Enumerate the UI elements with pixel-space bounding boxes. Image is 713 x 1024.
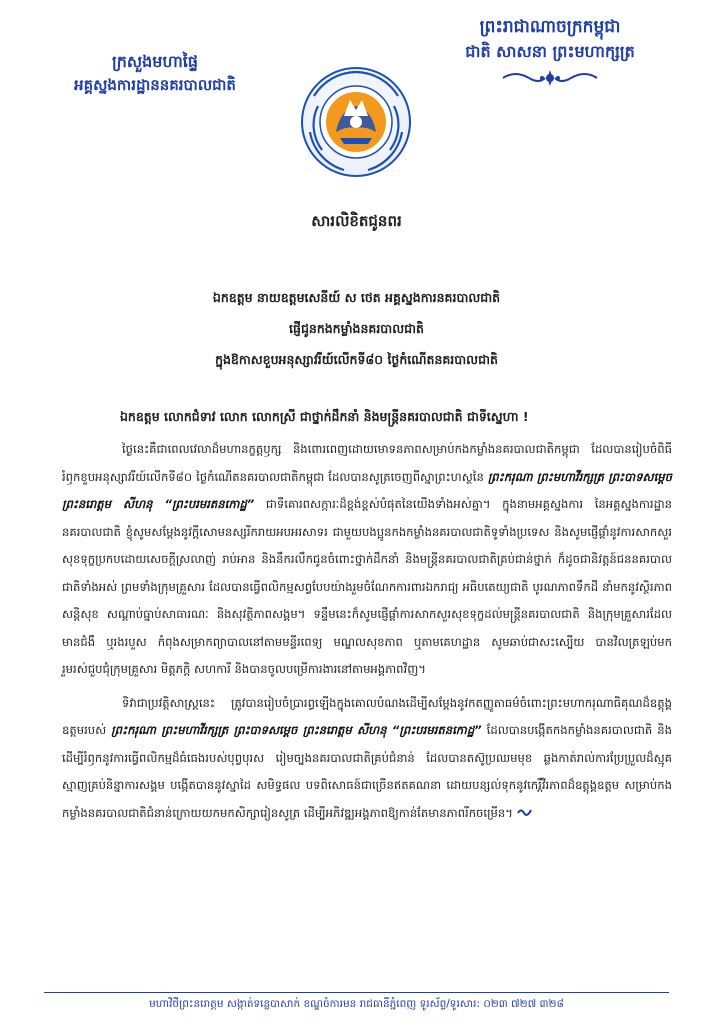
subtitle-line: ក្នុងឱកាសខួបអនុស្សាវរីយ៍លើកទី៨០ ថ្ងៃកំណើតនគរបាលជាតិ [215, 352, 498, 367]
royal-name-highlight: ព្រះករុណា ព្រះមហាវីរក្សត្រ ព្រះបាទសម្តេច ព្រះនរោត្តម សីហនុ “ព្រះបរមរតនកោដ្ឋ” [111, 723, 482, 737]
kingdom-header [425, 14, 675, 88]
ministry-header [40, 50, 270, 96]
footer-address: មហាវិថីព្រះនរោត្តម សង្កាត់ទន្លេបាសាក់ ខណ្ឌចំការមន រាជធានីភ្នំពេញ ទូរស័ព្ទ/ទូរសារ: ០២៣ ៧២៧ ៣២៨ [149, 998, 564, 1010]
subtitle-line: ឯកឧត្តម នាយឧត្តមសេនីយ៍ ស ថេត អគ្គស្នងការនគរបាលជាតិ [212, 290, 501, 305]
footer-divider [44, 992, 669, 993]
body-paragraph [62, 436, 672, 684]
department-name: អគ្គស្នងការដ្ឋាននគរបាលជាតិ [74, 76, 236, 94]
letter-body [62, 436, 672, 833]
ornament-icon [495, 68, 605, 88]
subtitle-block [40, 282, 673, 375]
paragraph-text: ទិវាជាប្រវត្តិសាស្ត្រនេះ ត្រូវបានរៀបចំប្រារព្ធឡើងក្នុងគោលបំណងដើម្បីសម្តែងនូវកតញ្ញូតាធម៌ចំពោះព្រះមហាករុណាធិគុណដ៏ឧត្តុង្គឧត្តមរបស់ [62, 695, 672, 737]
closing-mark-icon [517, 807, 533, 819]
ministry-name: ក្រសួងមហាផ្ទៃ [111, 52, 198, 71]
subtitle-line: ផ្ញើជូនកងកម្លាំងនគរបាលជាតិ [289, 321, 424, 336]
paragraph-text: ដែលបានបង្កើតកងកម្លាំងនគរបាលជាតិ និងដើម្បីរំឭកនូវការធ្វើពលិកម្មដ៏ធំធេងរបស់បុព្វបុរស រៀមច្បងនគរបាលជាតិគ្រប់ជំនាន់ ដែលបានតស៊ូប្រឈមមុខ ឆ្លងកាត់រាល់ការប្រែប្រួលដ៏ស្មុគស្មាញគ្រប់និន្នាការសង្គម បង្កើតបាននូវស្នាដៃ សមិទ្ធផល បទពិសោធន៍ជាច្រើនឥតគណនា ដោយបន្សល់ទុកនូវកេរ្តិ៍វីរភាពដ៏ឧត្តុង្គឧត្តម សម្រាប់កងកម្លាំងនគរបាលជាតិជំនាន់ក្រោយយកមកសិក្សារៀនសូត្រ ដើម្បីអភិវឌ្ឍអង្គភាពឱ្យកាន់តែមានភាពរីកចម្រើន។ [62, 723, 672, 820]
document-title: សារលិខិតជូនពរ [311, 212, 402, 230]
paragraph-text: ថ្ងៃនេះគឺជាពេលវេលាដ៏មហានក្ខត្តឫក្ស និងពោរពេញដោយមោទនភាពសម្រាប់កងកម្លាំងនគរបាលជាតិកម្ពុជា ដែលបានរៀបចំពិធីរំឭកខួបអនុស្សាវរីយ៍លើកទី៨០ ថ្ងៃកំណើតនគរបាលជាតិកម្ពុជា ដែលបានសូត្រចេញពីស្នាព្រះហស្ថនៃ [62, 442, 672, 484]
salutation: ឯកឧត្តម លោកជំទាវ លោក លោកស្រី ជាថ្នាក់ដឹកនាំ និងមន្ត្រីនគរបាលជាតិ ជាទីស្នេហា ! [120, 409, 529, 424]
police-emblem-icon [300, 66, 412, 178]
royal-name-highlight: ព្រះករុណា ព្រះមហាវីរក្សត្រ ព្រះបាទសម្តេចព្រះនរោត្តម សីហនុ “ព្រះបរមរតនកោដ្ឋ” [62, 469, 672, 511]
body-paragraph [62, 690, 672, 828]
national-motto: ជាតិ សាសនា ព្រះមហាក្សត្រ [465, 42, 635, 61]
kingdom-name: ព្រះរាជាណាចក្រកម្ពុជា [479, 17, 621, 37]
paragraph-text: ជាទីគោរពសក្ការៈដ៏ខ្ពង់ខ្ពស់បំផុតនៃយើងទាំងអស់គ្នា។ ក្នុងនាមអគ្គស្នងការ នៃអគ្គស្នងការដ្ឋាននគរបាលជាតិ ខ្ញុំសូមសម្តែងនូវក្តីសោមនស្សរីករាយអបអរសាទរ ជាមួយបងប្អូនកងកម្លាំងនគរបាលជាតិទូទាំងប្រទេស និងសូមផ្ញើផ្តាំនូវការសាកសួរសុខទុក្ខប្រកបដោយសេចក្តីស្រលាញ់ រាប់អាន និងនឹករលឹកជូនចំពោះថ្នាក់ដឹកនាំ និងមន្ត្រីនគរបាលជាតិគ្រប់ជាន់ថ្នាក់ ក៏ដូចជានិវត្តន៍ជននគរបាលជាតិទាំងអស់ ព្រមទាំងក្រុមគ្រួសារ ដែលបានធ្វើពលិកម្មសព្វបែបយ៉ាងរួមចំណែកការពារឯករាជ្យ អធិបតេយ្យជាតិ បូរណភាពទឹកដី នាំមកនូវស្ថិរភាពសន្តិសុខ សណ្តាប់ធ្នាប់សាធារណៈ និងសុវត្ថិភាពសង្គម។ ទន្ទឹមនេះក៏សូមផ្ញើផ្តាំការសាកសួរសុខទុក្ខដល់មន្ត្រីនគរបាលជាតិ និងក្រុមគ្រួសារដែលមានជំងឺ ឬរងរបួស កំពុងសម្រាកព្យាបាលនៅតាមមន្ទីរពេទ្យ មណ្ឌលសុខភាព ឬតាមគេហដ្ឋាន សូមឆាប់ជាសះស្បើយ បានវិលត្រឡប់មករួមរស់ជួបជុំក្រុមគ្រួសារ មិត្តភក្តិ សហការី និងបានចូលបម្រើការងារនៅតាមអង្គភាពវិញ។ [62, 497, 673, 676]
